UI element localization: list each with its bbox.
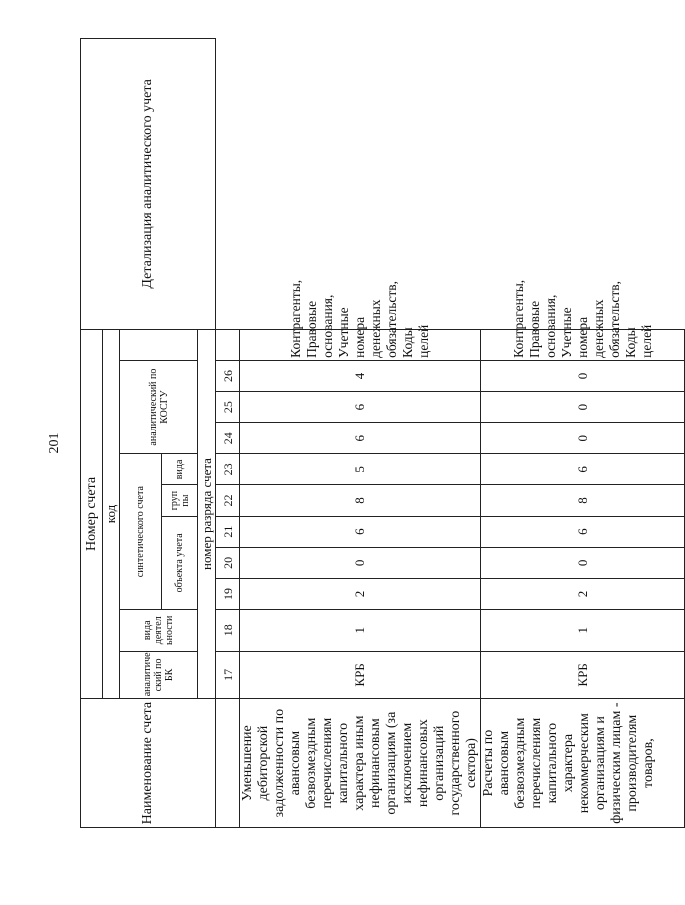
row-account-name: Уменьшение дебиторской задолженности по авансовым безвозмездным перечислениям капитального характера иным нефинансовым организациям (за исключением нефинансовых организаций государственного сектора) [240,699,481,828]
header-detail: Детализация аналитического учета [81,39,216,330]
header-analytic-bk: аналитиче ский по БК [120,651,198,699]
row-digit-20: 0 [240,547,481,578]
row-digit-26: 0 [481,360,685,391]
digit-18: 18 [216,610,240,652]
digit-23: 23 [216,454,240,485]
row-digit-24: 0 [481,423,685,454]
header-analytic-kosgu: аналитический по КОСГУ [120,360,198,453]
row-digit-26: 4 [240,360,481,391]
row-digit-25: 6 [240,392,481,423]
row-digit-19: 2 [481,578,685,609]
row-digit-19: 2 [240,578,481,609]
row-activity: 1 [240,610,481,652]
header-code: код [103,329,120,699]
row-digit-22: 8 [240,485,481,516]
row-digit-21: 6 [240,516,481,547]
row-bk: КРБ [481,651,685,699]
row-digit-23: 6 [481,454,685,485]
row-digit-21: 6 [481,516,685,547]
digit-26: 26 [216,360,240,391]
header-kind: вида [162,454,198,485]
row-digit-23: 5 [240,454,481,485]
row-detail: Контрагенты, Правовые основания, Учетные номера денежных обязательств, Коды целей [481,329,685,360]
header-activity-type: вида деятел ьности [120,610,198,652]
header-synthetic: синтетического счета [120,454,162,610]
header-account-name: Наименование счета [81,699,216,828]
row-digit-20: 0 [481,547,685,578]
header-digit-number: номер разряда счета [198,329,216,699]
header-group: груп пы [162,485,198,516]
table-row [240,39,481,828]
digit-17: 17 [216,651,240,699]
digit-19: 19 [216,578,240,609]
accounts-table [80,38,685,828]
row-digit-25: 0 [481,392,685,423]
row-activity: 1 [481,610,685,652]
digit-label-spacer [216,699,240,828]
digit-20: 20 [216,547,240,578]
row-digit-24: 6 [240,423,481,454]
digit-21: 21 [216,516,240,547]
page-number: 201 [47,432,62,454]
row-bk: КРБ [240,651,481,699]
row-digit-22: 8 [481,485,685,516]
header-account-number: Номер счета [81,329,103,699]
row-detail: Контрагенты, Правовые основания, Учетные номера денежных обязательств, Коды целей [240,329,481,360]
rotated-table-container [80,38,656,828]
digit-25: 25 [216,392,240,423]
digit-detail-spacer [216,329,240,360]
digit-22: 22 [216,485,240,516]
row-account-name: Расчеты по авансовым безвозмездным перечислениям капитального характера некоммерческим организациям и физическим лицам - производителям товаров, [481,699,685,828]
digit-24: 24 [216,423,240,454]
table-row [481,39,685,828]
header-account-object: объекта учета [162,516,198,609]
